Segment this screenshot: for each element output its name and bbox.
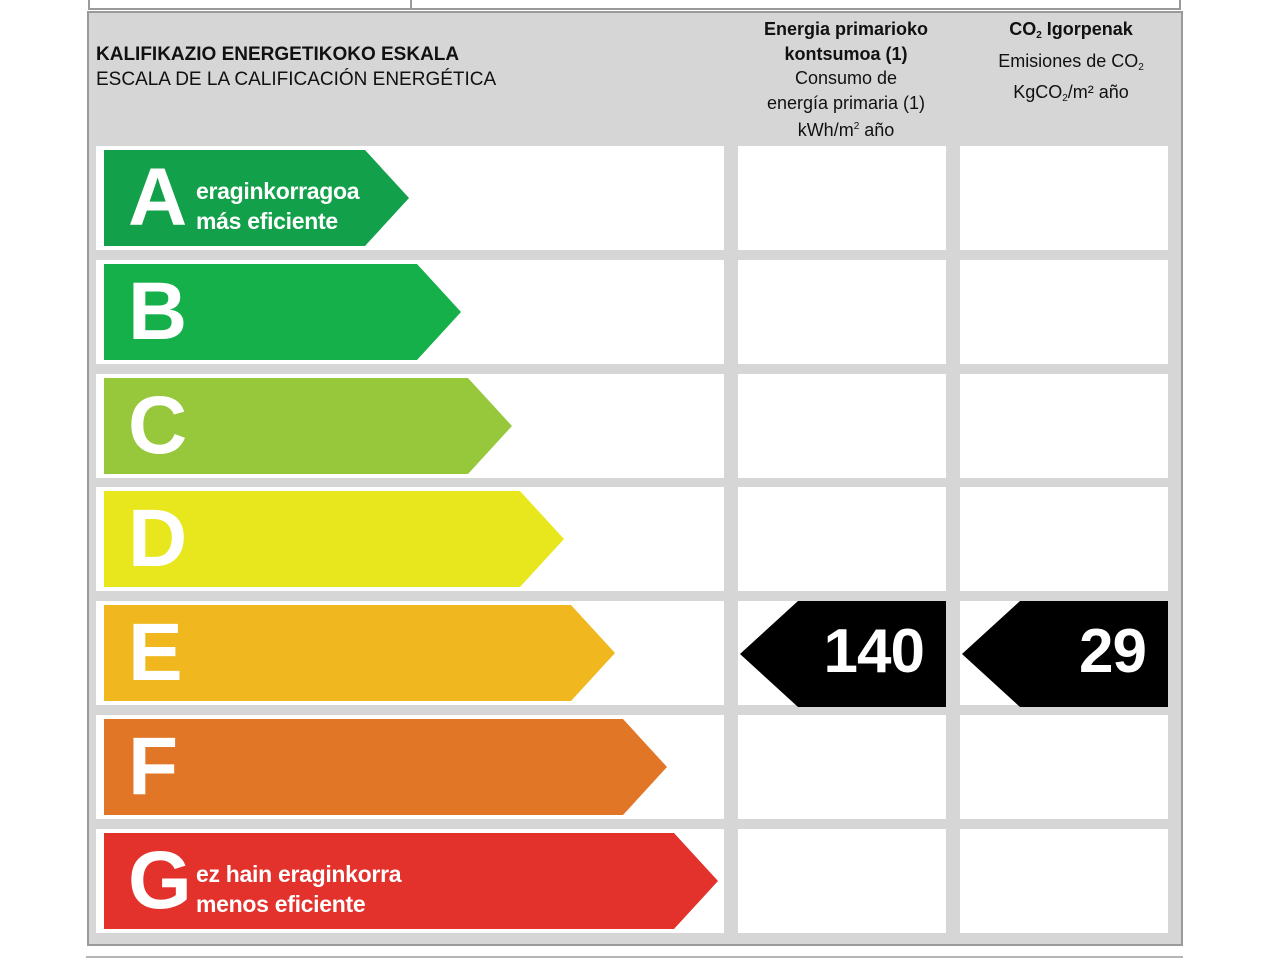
rating-description-basque: ez hain eraginkorra	[196, 861, 402, 887]
rating-letter: F	[128, 721, 179, 812]
co2-value-indicator	[962, 601, 1168, 707]
energy-column-header	[737, 17, 955, 143]
rating-description-spanish: más eficiente	[196, 208, 338, 234]
rating-bar-b	[104, 264, 461, 360]
energy-cell	[738, 715, 946, 819]
scale-title	[96, 42, 496, 92]
top-table-edge	[88, 0, 1181, 10]
co2-cell	[960, 260, 1168, 364]
energy-header-line3: Consumo de	[794, 68, 898, 88]
rating-description-basque: eraginkorragoa	[196, 178, 360, 204]
rating-bar-d	[104, 491, 564, 587]
rating-bar-f	[104, 719, 667, 815]
rating-letter: E	[128, 607, 183, 698]
energy-cell	[738, 260, 946, 364]
bottom-line	[86, 956, 1183, 958]
co2-cell	[960, 487, 1168, 591]
co2-column-header	[960, 17, 1182, 112]
co2-cell	[960, 146, 1168, 250]
co2-cell	[960, 374, 1168, 478]
rating-description	[196, 859, 401, 919]
rating-bar-g	[104, 833, 718, 929]
energy-cell	[738, 829, 946, 933]
co2-value: 29	[1079, 617, 1146, 686]
energy-value: 140	[823, 617, 924, 686]
rating-letter: C	[128, 380, 188, 471]
energy-cell	[738, 146, 946, 250]
rating-description-spanish: menos eficiente	[196, 891, 366, 917]
top-table-divider	[410, 0, 412, 10]
energy-cell	[738, 487, 946, 591]
rating-letter: G	[128, 835, 192, 926]
energy-value-indicator	[740, 601, 946, 707]
rating-bar-a	[104, 150, 409, 246]
energy-header-line1: Energia primarioko	[763, 19, 929, 39]
energy-header-line4: energía primaria (1)	[766, 92, 926, 113]
scale-title-spanish: ESCALA DE LA CALIFICACIÓN ENERGÉTICA	[96, 69, 497, 90]
rating-letter: B	[128, 266, 188, 357]
rating-bar-c	[104, 378, 512, 474]
co2-header-title: $CO_2$ Igorpenak	[1009, 19, 1133, 41]
rating-arrow-shape	[104, 719, 667, 815]
energy-cell	[738, 374, 946, 478]
energy-header-line2: kontsumoa (1)	[784, 43, 908, 64]
rating-bar-e	[104, 605, 615, 701]
rating-description	[196, 176, 359, 236]
rating-letter: A	[128, 152, 188, 243]
scale-title-basque: KALIFIKAZIO ENERGETIKOKO ESKALA	[96, 44, 460, 65]
co2-cell	[960, 829, 1168, 933]
energy-header-unit: kWh/$m^2$ año	[797, 120, 895, 140]
co2-header-unit: KgCO$_2$/m² año	[1013, 82, 1129, 104]
rating-letter: D	[128, 493, 188, 584]
co2-cell	[960, 715, 1168, 819]
co2-header-line2: Emisiones de $CO_2$	[998, 50, 1144, 73]
